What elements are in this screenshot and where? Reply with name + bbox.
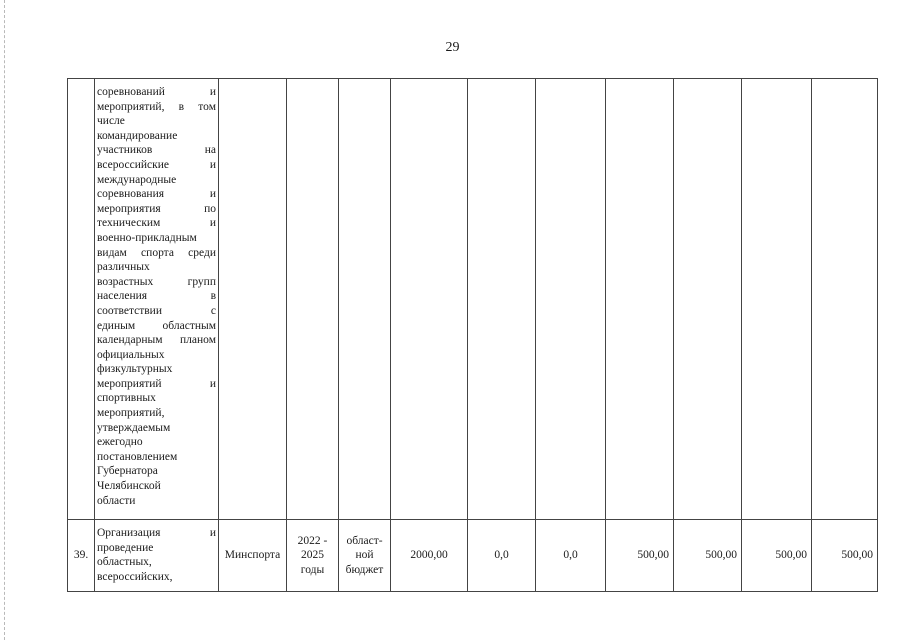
value-cell (742, 79, 812, 520)
value-cell: 500,00 (812, 520, 878, 592)
row-number-cell (68, 79, 95, 520)
activity-description-cell: соревнований и мероприятий, в том числе командирование участников на всероссийские и международные соревнования и мероприятия по техническим и военно-прикладным видам спорта среди различных возрастных групп населения в соответствии с единым областным календарным планом официальных физкультурных мероприятий и спортивных мероприятий, утверждаемым ежегодно постановлением Губернатора Челябинской области (95, 79, 219, 520)
page-edge-line (4, 0, 5, 640)
total-cell (391, 79, 468, 520)
funding-source-cell: област- ной бюджет (339, 520, 391, 592)
value-cell: 0,0 (536, 520, 606, 592)
value-cell: 0,0 (468, 520, 536, 592)
value-cell: 500,00 (606, 520, 674, 592)
value-cell (674, 79, 742, 520)
table-row (68, 520, 878, 592)
page-number: 29 (445, 40, 460, 55)
value-cell: 500,00 (742, 520, 812, 592)
activity-description-cell: Организация и проведение областных, всероссийских, (95, 520, 219, 592)
period-cell (287, 79, 339, 520)
total-cell: 2000,00 (391, 520, 468, 592)
period-cell: 2022 - 2025 годы (287, 520, 339, 592)
executor-cell (219, 79, 287, 520)
value-cell (606, 79, 674, 520)
value-cell (536, 79, 606, 520)
value-cell (468, 79, 536, 520)
value-cell (812, 79, 878, 520)
table-row (68, 79, 878, 520)
row-number-cell: 39. (68, 520, 95, 592)
value-cell: 500,00 (674, 520, 742, 592)
funding-source-cell (339, 79, 391, 520)
program-activities-table (67, 78, 878, 592)
executor-cell: Минспорта (219, 520, 287, 592)
